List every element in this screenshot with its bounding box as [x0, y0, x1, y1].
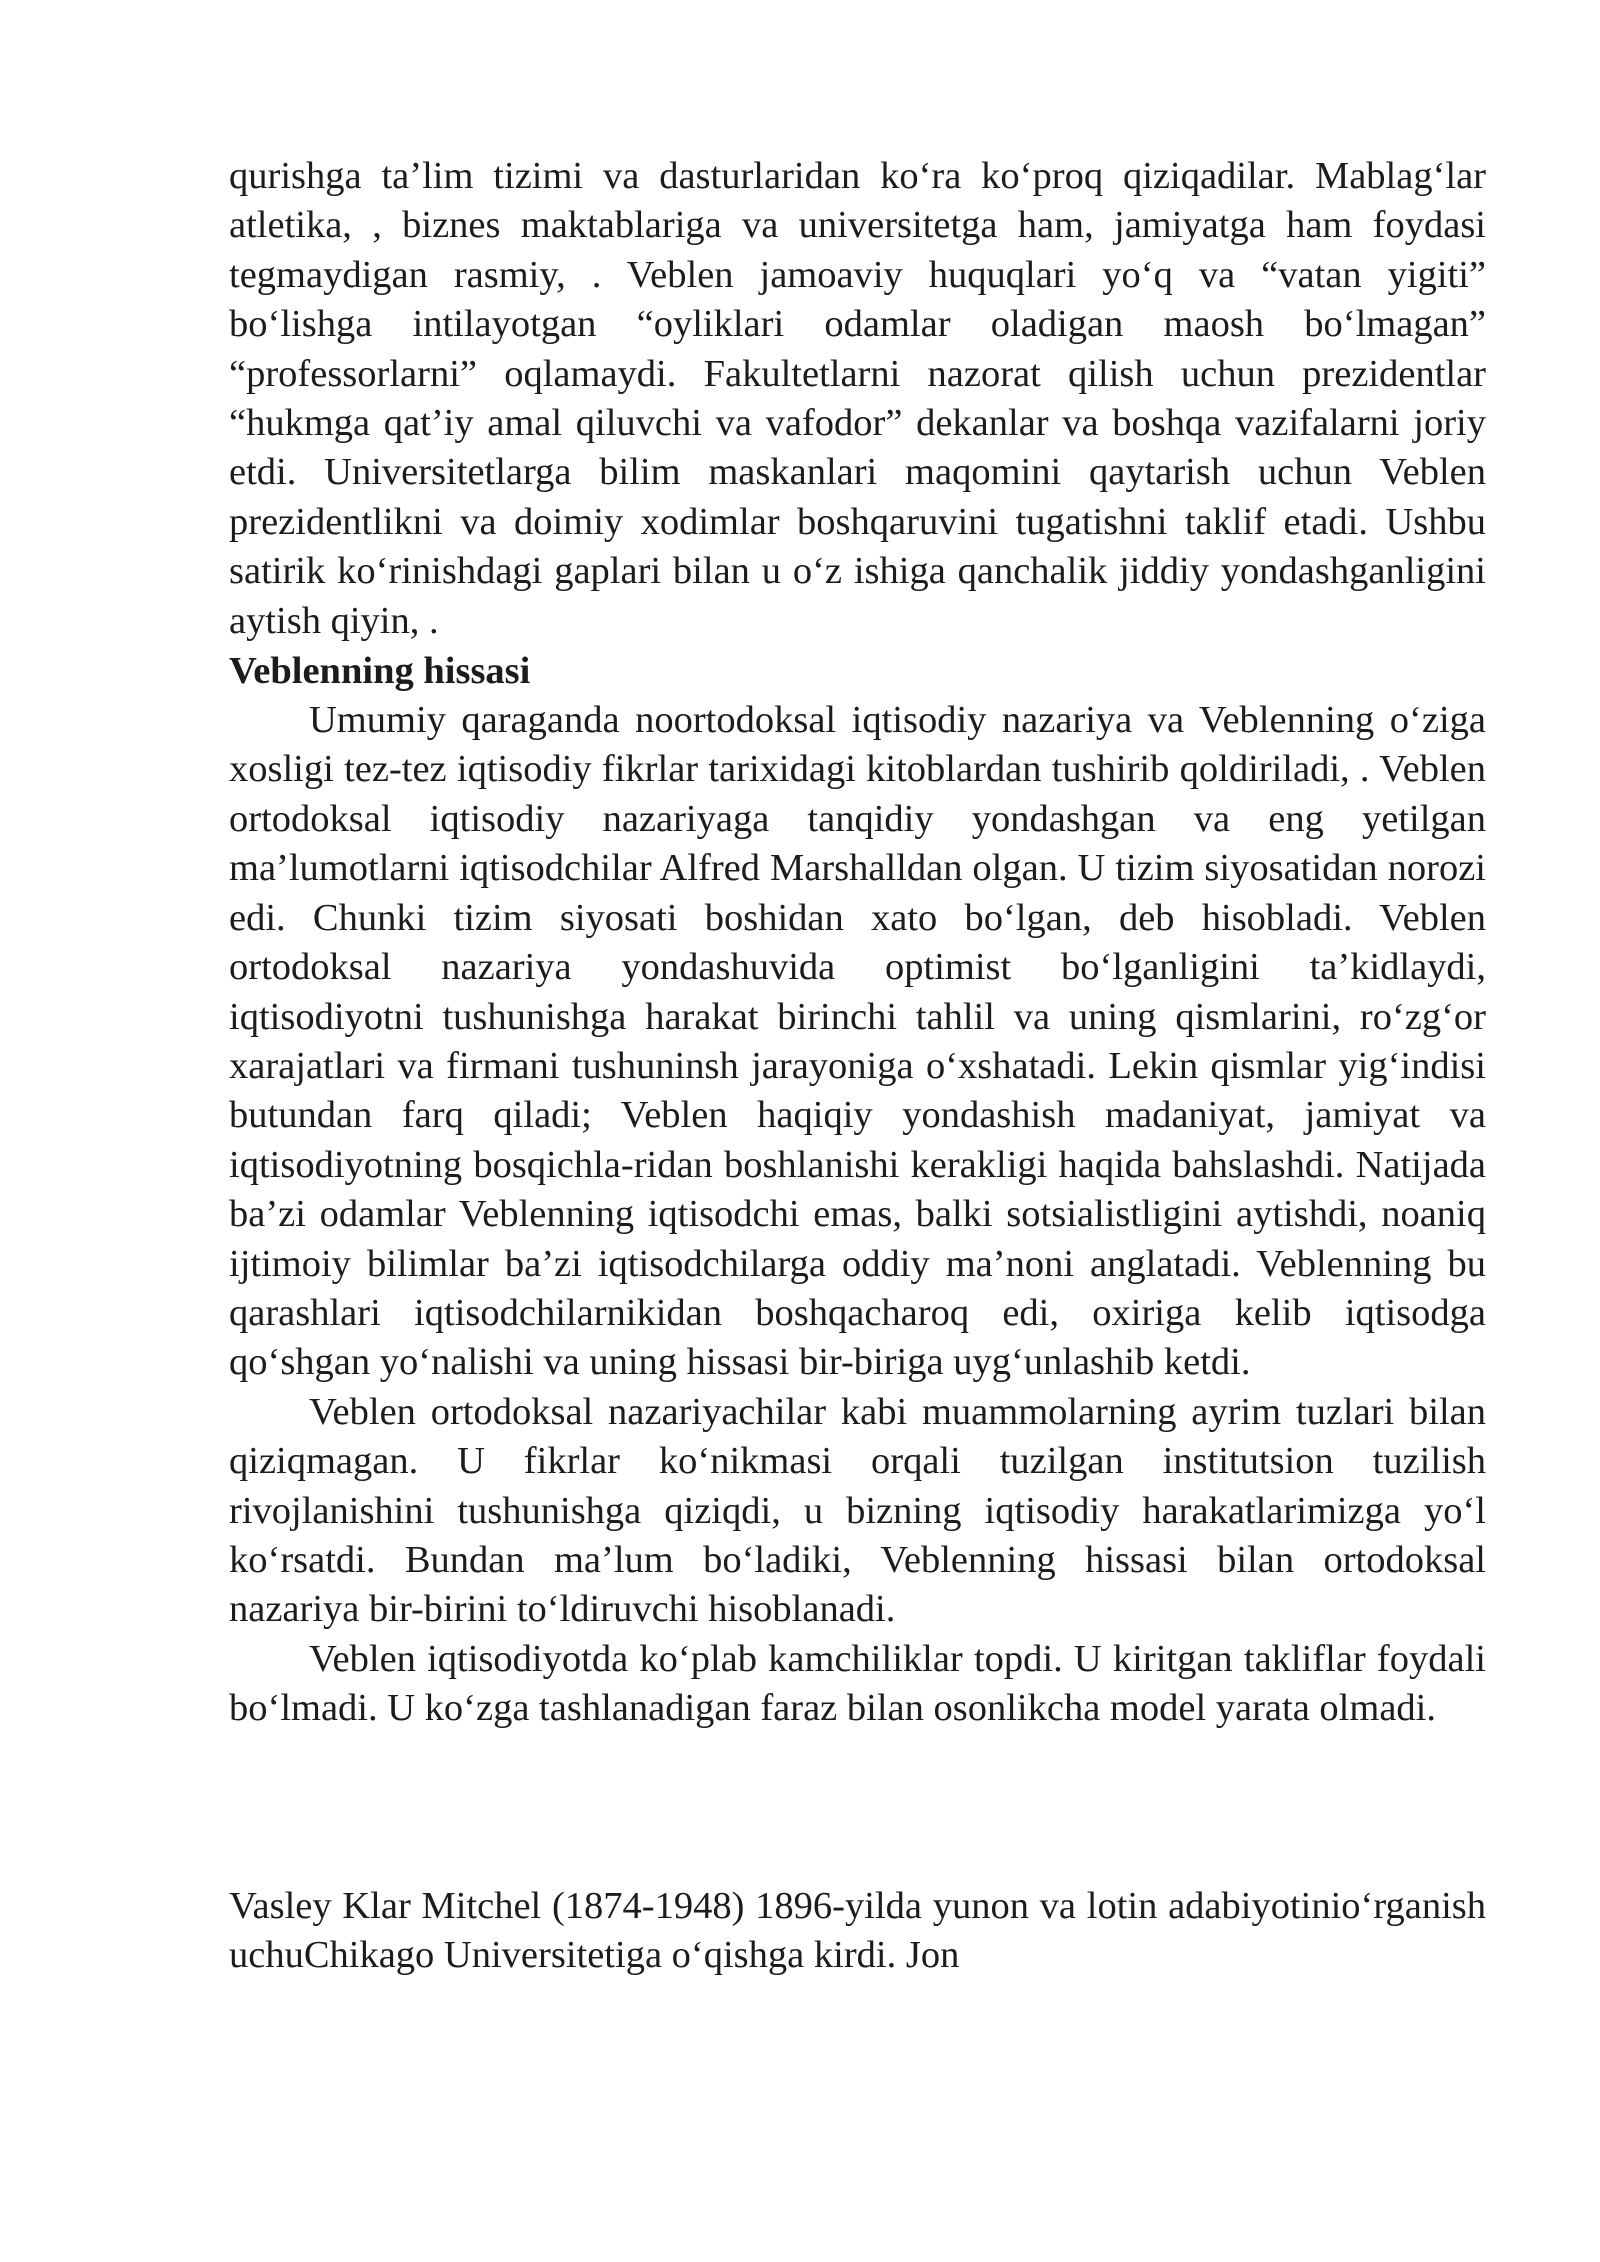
body-paragraph: Umumiy qaraganda noortodoksal iqtisodiy nazariya va Veblenning o‘ziga xosligi tez-tez iqtisodiy fikrlar tarixidagi kitoblardan tushirib qoldiriladi, . Veblen ortodoksal iqtisodiy nazariyaga tanqidiy yondashgan va eng yetilgan ma’lumotlarni iqtisodchilar Alfred Marshalldan olgan. U tizim siyosatidan norozi edi. Chunki tizim siyosati boshidan xato bo‘lgan, deb hisobladi. Veblen ortodoksal nazariya yondashuvida optimist bo‘lganligini ta’kidlaydi, iqtisodiyotni tushunishga harakat birinchi tahlil va uning qismlarini, ro‘zg‘or xarajatlari va firmani tushuninsh jarayoniga o‘xshatadi. Lekin qismlar yig‘indisi butundan farq qiladi; Veblen haqiqiy yondashish madaniyat, jamiyat va iqtisodiyotning bosqichla-ridan boshlanishi kerakligi haqida bahslashdi. Natijada ba’zi odamlar Veblenning iqtisodchi emas, balki sotsialistligini aytishdi, noaniq ijtimoiy bilimlar ba’zi iqtisodchilarga oddiy ma’noni anglatadi. Veblenning bu qarashlari iqtisodchilarnikidan boshqacharoq edi, oxiriga kelib iqtisodga qo‘shgan yo‘nalishi va uning hissasi bir-biriga uyg‘unlashib ketdi.: [229, 699, 1486, 1384]
body-paragraph: Veblen iqtisodiyotda ko‘plab kamchiliklar topdi. U kiritgan takliflar foydali bo‘lmadi. U ko‘zga tashlanadigan faraz bilan osonlikcha model yarata olmadi.: [229, 1637, 1486, 1730]
paragraph-spacer: [229, 1734, 1486, 1882]
final-paragraph: Vasley Klar Mitchel (1874-1948) 1896-yilda yunon va lotin adabiyotinio‘rganish uchuChikago Universitetiga o‘qishga kirdi. Jon: [229, 1884, 1486, 1976]
intro-paragraph: qurishga ta’lim tizimi va dasturlaridan ko‘ra ko‘proq qiziqadilar. Mablag‘lar atletika, , biznes maktablariga va universitetga ham, jamiyatga ham foydasi tegmaydigan rasmiy, . Veblen jamoaviy huquqlari yo‘q va “vatan yigiti” bo‘lishga intilayotgan “oyliklari odamlar oladigan maosh bo‘lmagan” “professorlarni” oqlamaydi. Fakultetlarni nazorat qilish uchun prezidentlar “hukmga qat’iy amal qiluvchi va vafodor” dekanlar va boshqa vazifalarni joriy etdi. Universitetlarga bilim maskanlari maqomini qaytarish uchun Veblen prezidentlikni va doimiy xodimlar boshqaruvini tugatishni taklif etadi. Ushbu satirik ko‘rinishdagi gaplari bilan u o‘z ishiga qanchalik jiddiy yondashganligini aytish qiyin, .: [229, 155, 1486, 642]
document-page: [229, 152, 1486, 1980]
body-paragraph: Veblen ortodoksal nazariyachilar kabi muammolarning ayrim tuzlari bilan qiziqmagan. U fikrlar ko‘nikmasi orqali tuzilgan institutsion tuzilish rivojlanishini tushunishga qiziqdi, u bizning iqtisodiy harakatlarimizga yo‘l ko‘rsatdi. Bundan ma’lum bo‘ladiki, Veblenning hissasi bilan ortodoksal nazariya bir-birini to‘ldiruvchi hisoblanadi.: [229, 1390, 1486, 1631]
section-heading: Veblenning hissasi: [229, 650, 531, 693]
